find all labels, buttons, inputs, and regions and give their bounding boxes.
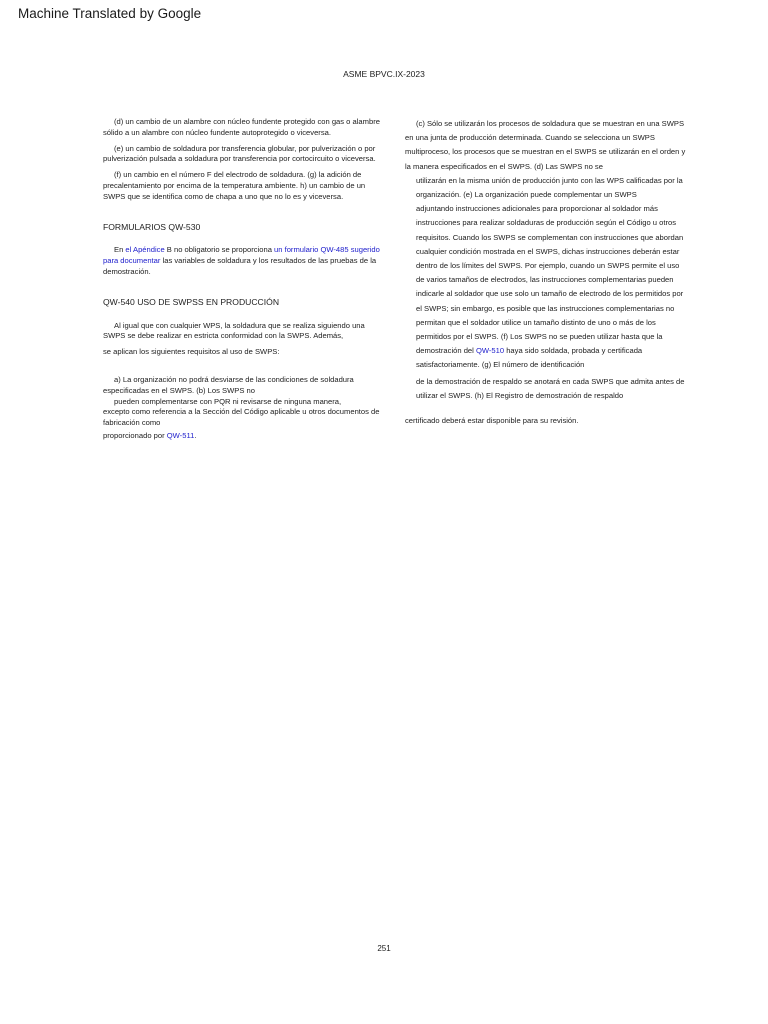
text: B no obligatorio se proporciona (164, 245, 275, 255)
paragraph-d: (d) un cambio de un alambre con núcleo fundente protegido con gas o alambre sólido a un alambre con núcleo fundente autoprotegido o viceversa. (103, 117, 380, 137)
paragraph-a: a) La organización no podrá desviarse de las condiciones de soldadura especificadas en el SWPS. (b) Los SWPS no (103, 374, 354, 395)
paragraph-h2: certificado deberá estar disponible para su revisión. (405, 416, 579, 426)
heading-qw-540: QW-540 USO DE SWPSS EN PRODUCCIÓN (103, 296, 280, 307)
page-number: 251 (377, 944, 391, 953)
paragraph-fgh: (f) un cambio en el número F del electrodo de soldadura. (g) la adición de precalentamiento por encima de la temperatura ambiente. h) un cambio de un SWPS que se identifica como de chapa a uno que no lo es y viceversa. (103, 170, 366, 201)
paragraph-d2: utilizarán en la misma unión de producción junto con las WPS calificadas por la organización. (e) La organización puede complementar un SWPS (416, 175, 683, 200)
paragraph-c: (c) Sólo se utilizarán los procesos de soldadura que se muestran en una SWPS en una junta de producción determinada. Cuando se selecciona un SWPS multiproceso, los procesos que se muestran en el SWPS se utilizarán en el orden y la manera especificados en el SWPS. (d) Las SWPS no se (405, 119, 686, 171)
paragraph-e2 (405, 202, 689, 372)
paragraph-b1: pueden complementarse con PQR ni revisarse de ninguna manera, (114, 396, 342, 406)
text: haya sido soldada, probada y certificada satisfactoriamente. (g) El número de identificación (416, 346, 643, 370)
spacer (103, 208, 386, 222)
text: las variables de soldadura y los resultados de las pruebas de la demostración. (103, 256, 377, 276)
text: En (114, 245, 126, 255)
link-qw-511[interactable]: QW-511 (166, 430, 195, 440)
link-qw-510[interactable]: QW-510 (475, 346, 505, 356)
right-column (405, 117, 689, 433)
text: . (194, 430, 197, 440)
paragraph-qw-540-1: Al igual que con cualquier WPS, la soldadura que se realiza siguiendo una SWPS se debe realizar en estricta conformidad con la SWPS. Además, (103, 320, 365, 341)
paragraph-e: (e) un cambio de soldadura por transferencia globular, por pulverización o por pulverización pulsada a soldadura por transferencia por cortocircuito o viceversa. (103, 143, 376, 164)
paragraph-qw-530 (103, 245, 386, 277)
machine-translation-banner: Machine Translated by Google (18, 6, 202, 21)
spacer (103, 283, 386, 297)
text: adjuntando instrucciones adicionales para proporcionar al soldador más instrucciones para realizar soldaduras de producción según el Código u otros requisitos. Cuando los SWPS se complementan con instrucciones que abordan cualquier condición mostrada en el SWPS, dichas instrucciones deberán estar dentro de los límites del SWPS. Por ejemplo, cuando un SWPS permite el uso de varios tamaños de electrodos, las instrucciones complementarias pueden indicarle al soldador que use solo un tamaño de electrodo de los permitidos por el SWPS; sin embargo, es posible que las instrucciones complementarias no permitan que el soldador utilice un tamaño distinto de uno o más de los permitidos por el SWPS. (f) Los SWPS no se pueden utilizar hasta que la demostración del (416, 204, 684, 356)
spacer (103, 363, 386, 375)
heading-qw-530: FORMULARIOS QW-530 (103, 221, 201, 232)
paragraph-b3 (103, 431, 386, 442)
paragraph-g2: de la demostración de respaldo se anotará en cada SWPS que admita antes de utilizar el SWPS. (h) El Registro de demostración de respaldo (416, 376, 685, 400)
text: proporcionado por (103, 430, 167, 440)
left-column (103, 117, 386, 447)
link-qw-485[interactable]: un formulario QW-485 sugerido para documentar (103, 245, 380, 266)
paragraph-qw-540-2: se aplican los siguientes requisitos al uso de SWPS: (103, 347, 280, 357)
running-header: ASME BPVC.IX-2023 (343, 69, 425, 79)
link-apendice[interactable]: el Apéndice (125, 245, 165, 255)
paragraph-b2: excepto como referencia a la Sección del Código aplicable u otros documentos de fabricación como (103, 407, 380, 428)
